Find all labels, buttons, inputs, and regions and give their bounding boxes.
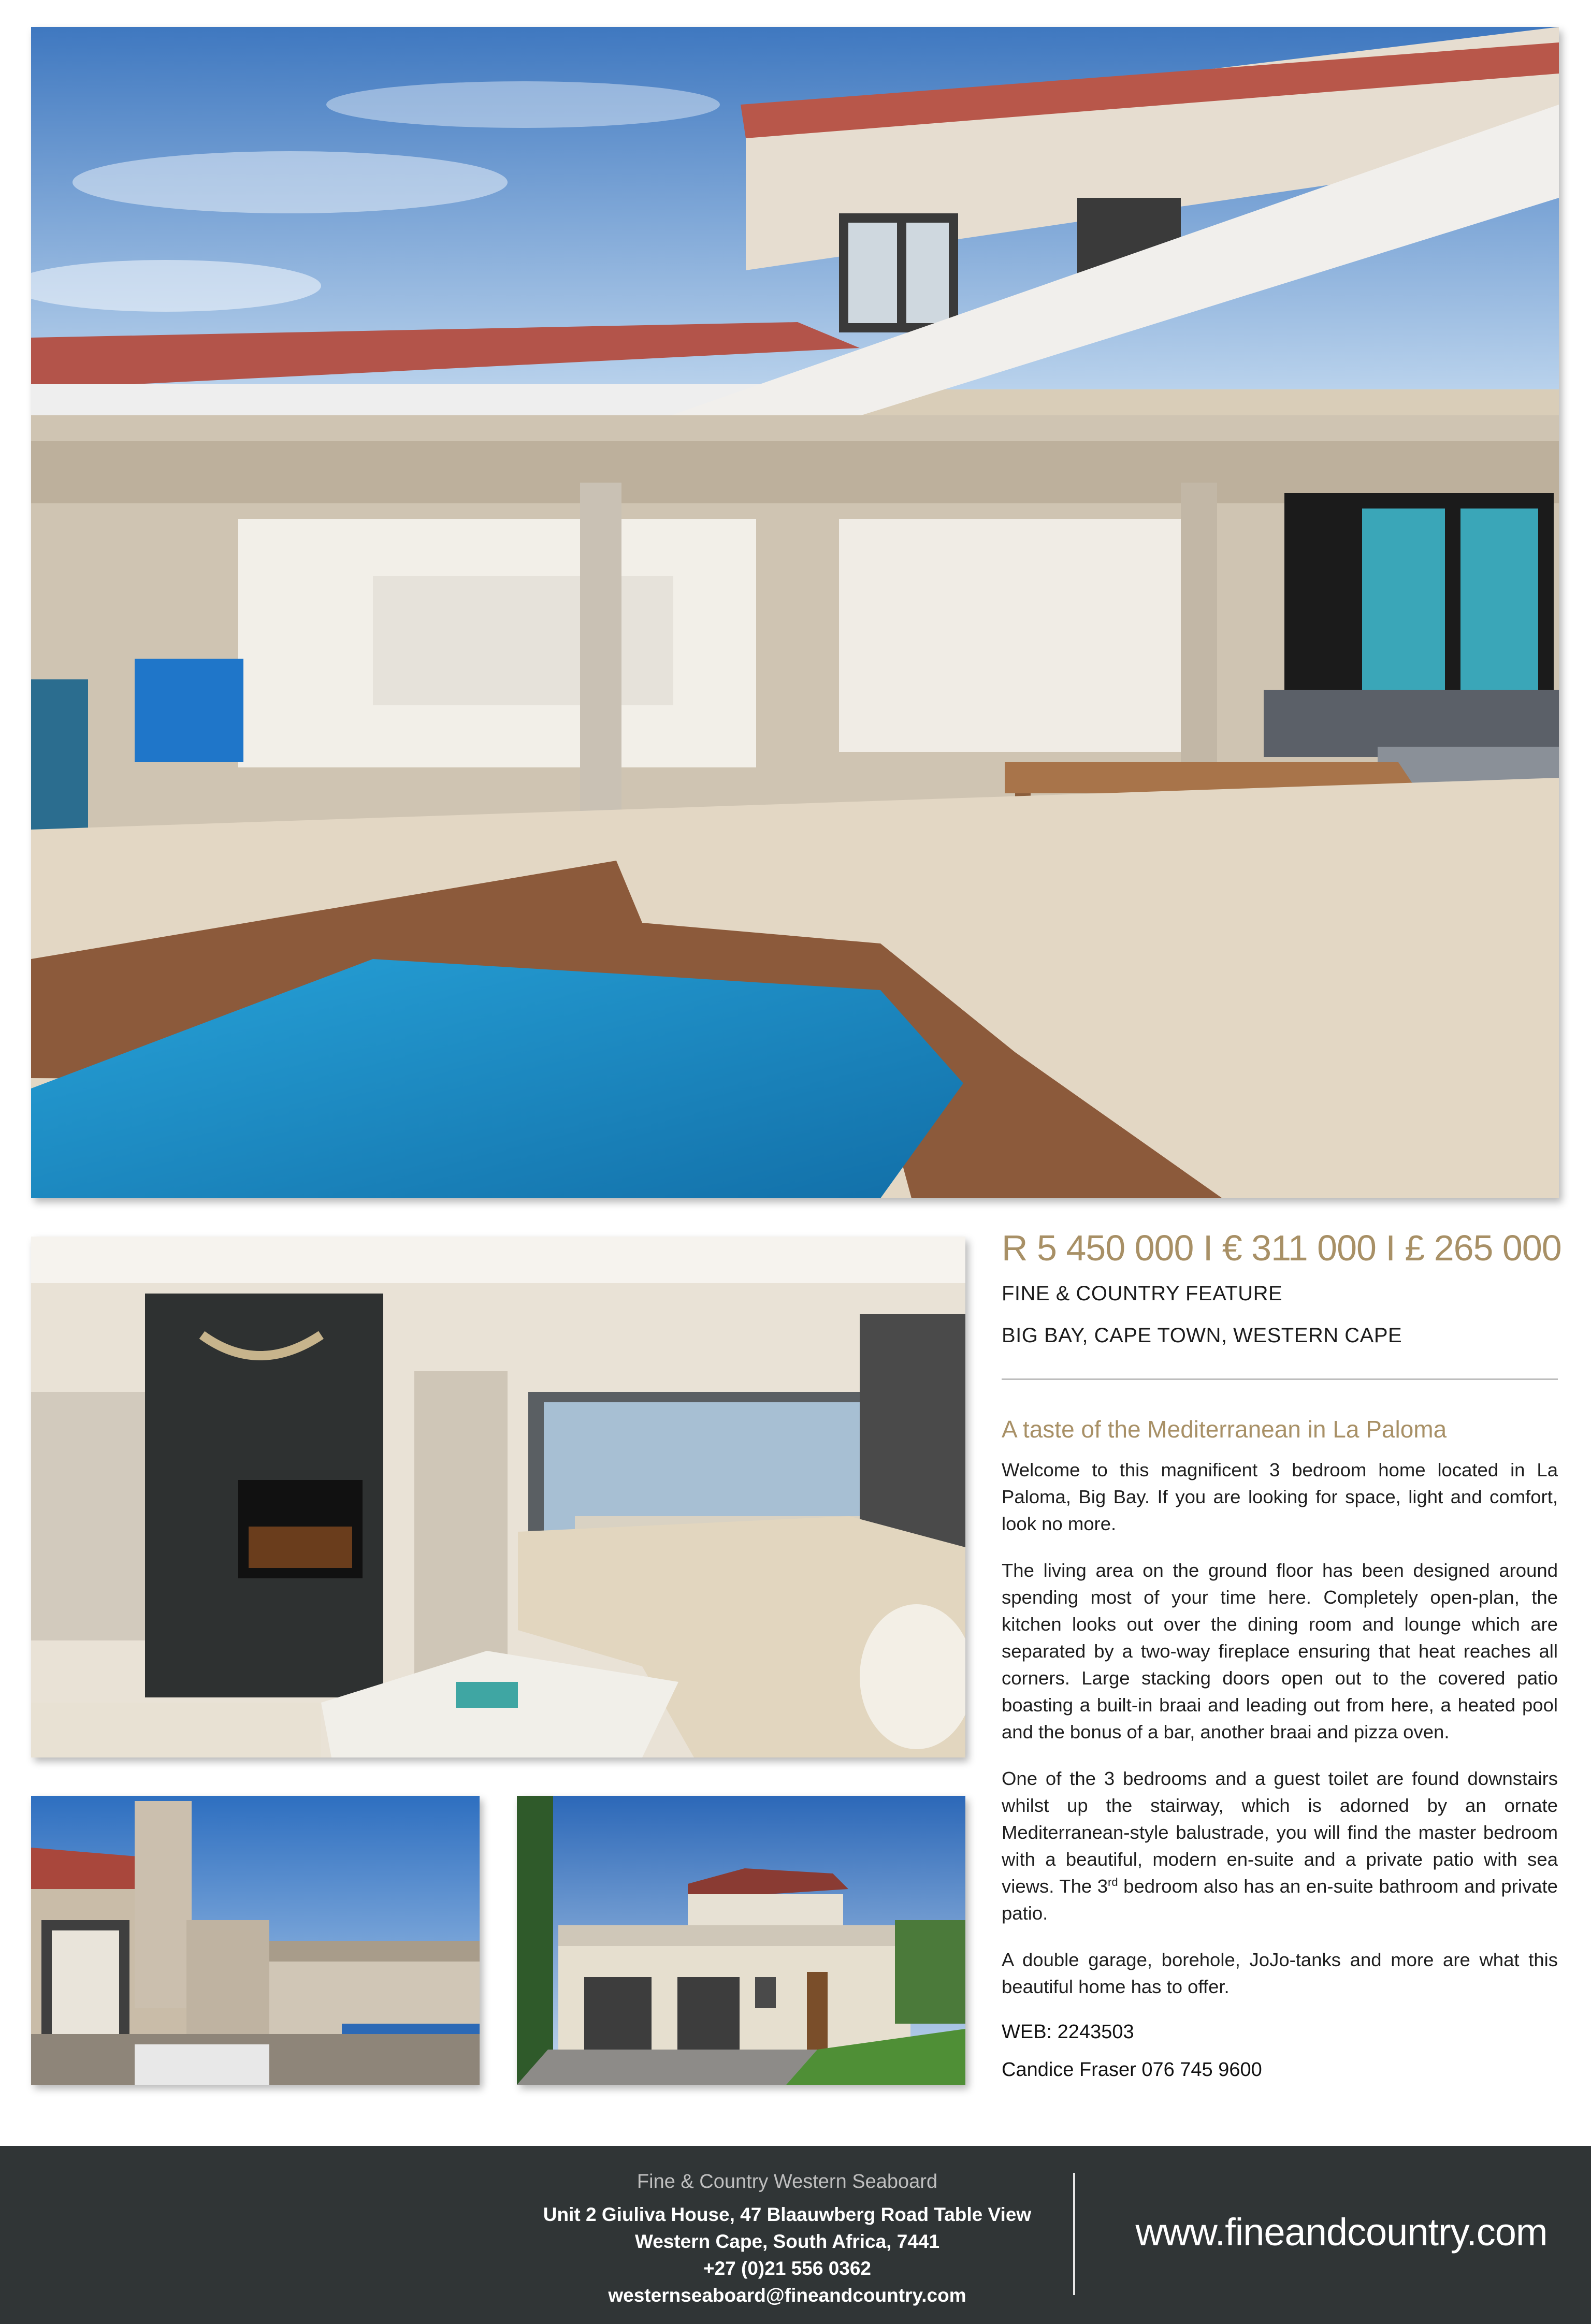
office-name: Fine & Country Western Seaboard — [637, 2171, 938, 2192]
balcony-photo — [31, 1796, 480, 2085]
living-room-photo — [31, 1237, 965, 1757]
location: BIG BAY, CAPE TOWN, WESTERN CAPE — [1002, 1324, 1402, 1347]
footer-divider — [1073, 2173, 1075, 2295]
office-phone[interactable]: +27 (0)21 556 0362 — [703, 2258, 872, 2279]
web-reference: WEB: 2243503 — [1002, 2021, 1134, 2043]
office-address-line-1: Unit 2 Giuliva House, 47 Blaauwberg Road Table View — [543, 2204, 1032, 2225]
office-contact — [466, 2171, 1108, 2309]
description-paragraph — [1002, 1765, 1558, 1927]
description-paragraph: Welcome to this magnificent 3 bedroom home located in La Paloma, Big Bay. If you are looking for space, light and comfort, look no more. — [1002, 1459, 1558, 1534]
description-text: One of the 3 bedrooms and a guest toilet are found downstairs whilst up the stairway, which is adorned by an ornate Mediterranean-style balustrade, you will find the master bedroom with a beautiful, modern en-suite and a private patio with sea views. The 3 — [1002, 1768, 1558, 1897]
description-text: bedroom also has an en-suite bathroom and private patio. — [1002, 1876, 1558, 1924]
description-paragraph: A double garage, borehole, JoJo-tanks and more are what this beautiful home has to offer. — [1002, 1949, 1558, 1997]
patio-and-pool-photo — [31, 27, 1559, 1198]
price: R 5 450 000 I € 311 000 I £ 265 000 — [1002, 1228, 1561, 1268]
footer — [0, 2146, 1591, 2324]
website-link[interactable]: www.fineandcountry.com — [1135, 2211, 1547, 2254]
listing-headline: A taste of the Mediterranean in La Paloma — [1002, 1416, 1447, 1443]
listing-details — [1002, 1227, 1561, 2081]
ordinal-suffix: rd — [1108, 1875, 1118, 1889]
feature-label: FINE & COUNTRY FEATURE — [1002, 1282, 1283, 1305]
agent-contact: Candice Fraser 076 745 9600 — [1002, 2059, 1262, 2081]
house-exterior-photo — [517, 1796, 965, 2085]
description-paragraph: The living area on the ground floor has been designed around spending most of your time here. Completely open-plan, the kitchen looks out over the dining room and lounge which are separated by a two-way fireplace ensuring that heat reaches all corners. Large stacking doors open out to the covered patio boasting a built-in braai and leading out from here, a heated pool and the bonus of a bar, another braai and pizza oven. — [1002, 1560, 1558, 1742]
office-address-line-2: Western Cape, South Africa, 7441 — [634, 2231, 940, 2252]
office-email[interactable]: westernseaboard@fineandcountry.com — [608, 2285, 966, 2306]
divider — [1002, 1378, 1558, 1380]
